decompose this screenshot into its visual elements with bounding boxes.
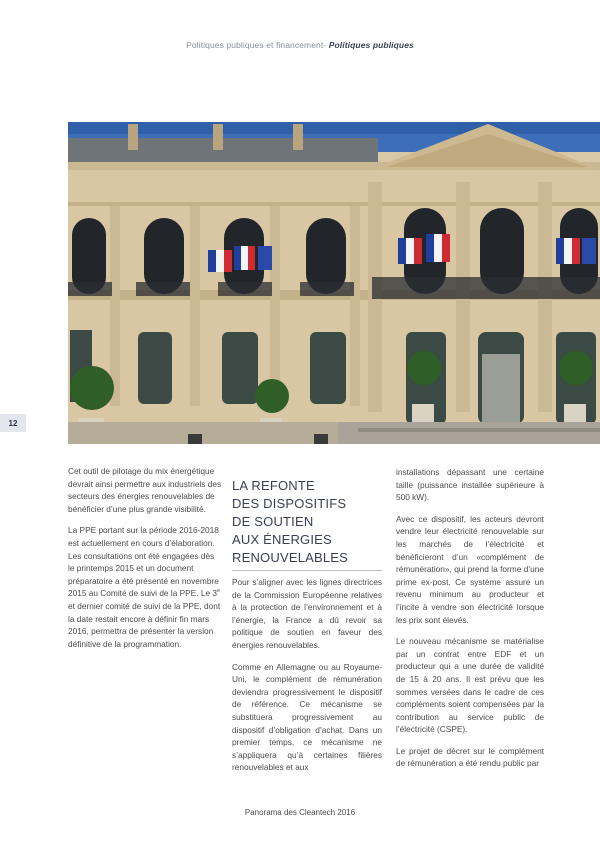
text-column-2 [232,576,382,783]
building-photo [68,122,600,444]
paragraph: Cet outil de pilotage du mix énergétique devrait ainsi permettre aux industriels des secteurs des énergies renouvelables de bénéficier d’une plus grande visibilité. [68,466,222,514]
text-column-3 [396,466,544,779]
text-column-1 [68,465,222,659]
paragraph: Le nouveau mécanisme se matérialise par un contrat entre EDF et un producteur qui a une durée de validité de 15 à 20 ans. Il est prévu que les sommes versées dans le cadre de ces compléments soient compensées par la contribution au service public de l’électricité (CSPE). [396,636,544,735]
paragraph: Pour s’aligner avec les lignes directrices de la Commission Européenne relatives à la protection de l’environnement et à l’énergie, la France a dû revoir sa politique de soutien en faveur des énergies renouvelables. [232,577,382,650]
page-number: 12 [0,414,26,432]
paragraph: La PPE portant sur la période 2016-2018 est actuellement en cours d’élaboration. Les consultations ont été engagées dès le printemps 2015 et un document préparatoire a été présenté en novembre 2015 au Comité de suivi de la PPE. Le 3e et dernier comité de suivi de la PPE, dont la date restait encore à définir fin mars 2016, permettra de présenter la version définitive de la programmation. [68,525,221,649]
paragraph: installations dépassant une certaine taille (puissance installée supérieure à 500 kW). [396,467,544,503]
section-heading [232,477,382,571]
heading-line: DES DISPOSITIFS [232,496,347,511]
heading-line: RENOUVELABLES [232,550,349,565]
paragraph: Avec ce dispositif, les acteurs devront vendre leur électricité renouvelable sur les marchés de l’électricité et bénéficieront d’un «complément de rémunération», qui prend la forme d’une prime ex-post. Ce système assure un revenu minimum au producteur et l’incite à vendre son électricité lorsque les prix sont élevés. [396,513,544,625]
header-prefix: Politiques publiques et financement- [186,40,329,50]
heading-line: DE SOUTIEN [232,514,314,529]
heading-line: LA REFONTE [232,478,315,493]
footer: Panorama des Cleantech 2016 [244,808,356,817]
running-header [0,40,600,50]
heading-line: AUX ÉNERGIES [232,532,332,547]
header-section: Politiques publiques [328,40,414,50]
paragraph: Comme en Allemagne ou au Royaume-Uni, le complément de rémunération deviendra progressivement le dispositif de référence. Ce mécanisme se substituera progressivement au dispositif d’obligation d’achat. Dans un premier temps, ce mécanisme ne s’appliquera qu’à certaines filières renouvelables et aux [232,661,382,773]
paragraph: Le projet de décret sur le complément de rémunération a été rendu public par [396,745,544,769]
